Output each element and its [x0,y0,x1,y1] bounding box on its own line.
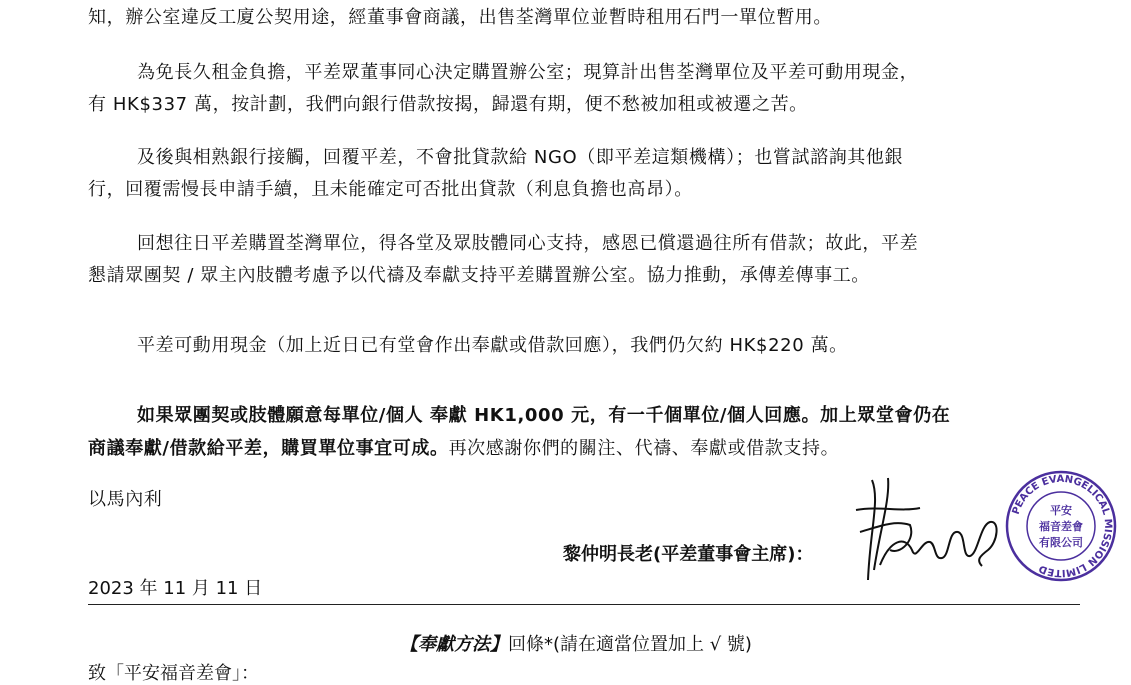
paragraph-6-regular-text: 再次感謝你們的關注、代禱、奉獻或借款支持。 [448,438,840,459]
paragraph-4-line-1: 回想往日平差購置荃灣單位，得各堂及眾肢體同心支持，感恩已償還過往所有借款；故此，平差 [137,233,919,254]
paragraph-2-line-2: 有 HK$337 萬，按計劃，我們向銀行借款按揭，歸還有期，便不愁被加租或被遷之苦。 [88,94,808,115]
paragraph-2-line-1: 為免長久租金負擔，平差眾董事同心決定購置辦公室；現算計出售荃灣單位及平差可動用現金， [137,62,919,83]
paragraph-6-line-1: 如果眾團契或肢體願意每單位/個人 奉獻 HK1,000 元，有一千個單位/個人回應。加上眾堂會仍在 [137,405,951,426]
seal-center-line-1: 平安 [1050,504,1072,517]
paragraph-3-line-2: 行，回覆需慢長申請手續，且未能確定可否批出貸款（利息負擔也高昂）。 [88,179,693,200]
paragraph-6-line-2 [88,437,839,461]
paragraph-6-bold-text: 商議奉獻/借款給平差，購買單位事宜可成。 [88,438,449,459]
section-divider [88,604,1080,605]
closing-greeting: 以馬內利 [88,489,163,510]
paragraph-4-line-2: 懇請眾團契 / 眾主內肢體考慮予以代禱及奉獻支持平差購置辦公室。協力推動，承傳差傳事工。 [88,265,870,286]
reply-instruction: 回條*(請在適當位置加上 √ 號) [508,634,752,655]
seal-center-line-3: 有限公司 [1039,536,1083,549]
handwritten-signature [850,470,1010,590]
reply-method-label: 奉獻方法 [418,634,490,655]
paragraph-1-line-1: 知，辦公室違反工廈公契用途，經董事會商議，出售荃灣單位並暫時租用石門一單位暫用。 [88,7,832,28]
seal-outer-text: PEACE EVANGELICAL MISSION LIMITED [1010,473,1114,579]
reply-addressee: 致「平安福音差會」： [88,663,259,684]
reply-bracket-close: 】 [490,634,508,655]
seal-center-line-2: 福音差會 [1039,520,1083,533]
reply-bracket-open: 【 [400,634,418,655]
paragraph-3-line-1: 及後與相熟銀行接觸，回覆平差，不會批貸款給 NGO（即平差這類機構）；也嘗試諮詢其他銀 [137,147,904,168]
reply-slip-title [400,630,752,656]
letter-date: 2023 年 11 月 11 日 [88,578,263,599]
organization-seal [1005,470,1117,582]
paragraph-5-line-1: 平差可動用現金（加上近日已有堂會作出奉獻或借款回應），我們仍欠約 HK$220 萬。 [137,335,848,356]
signer-name: 黎仲明長老(平差董事會主席)： [563,544,814,565]
